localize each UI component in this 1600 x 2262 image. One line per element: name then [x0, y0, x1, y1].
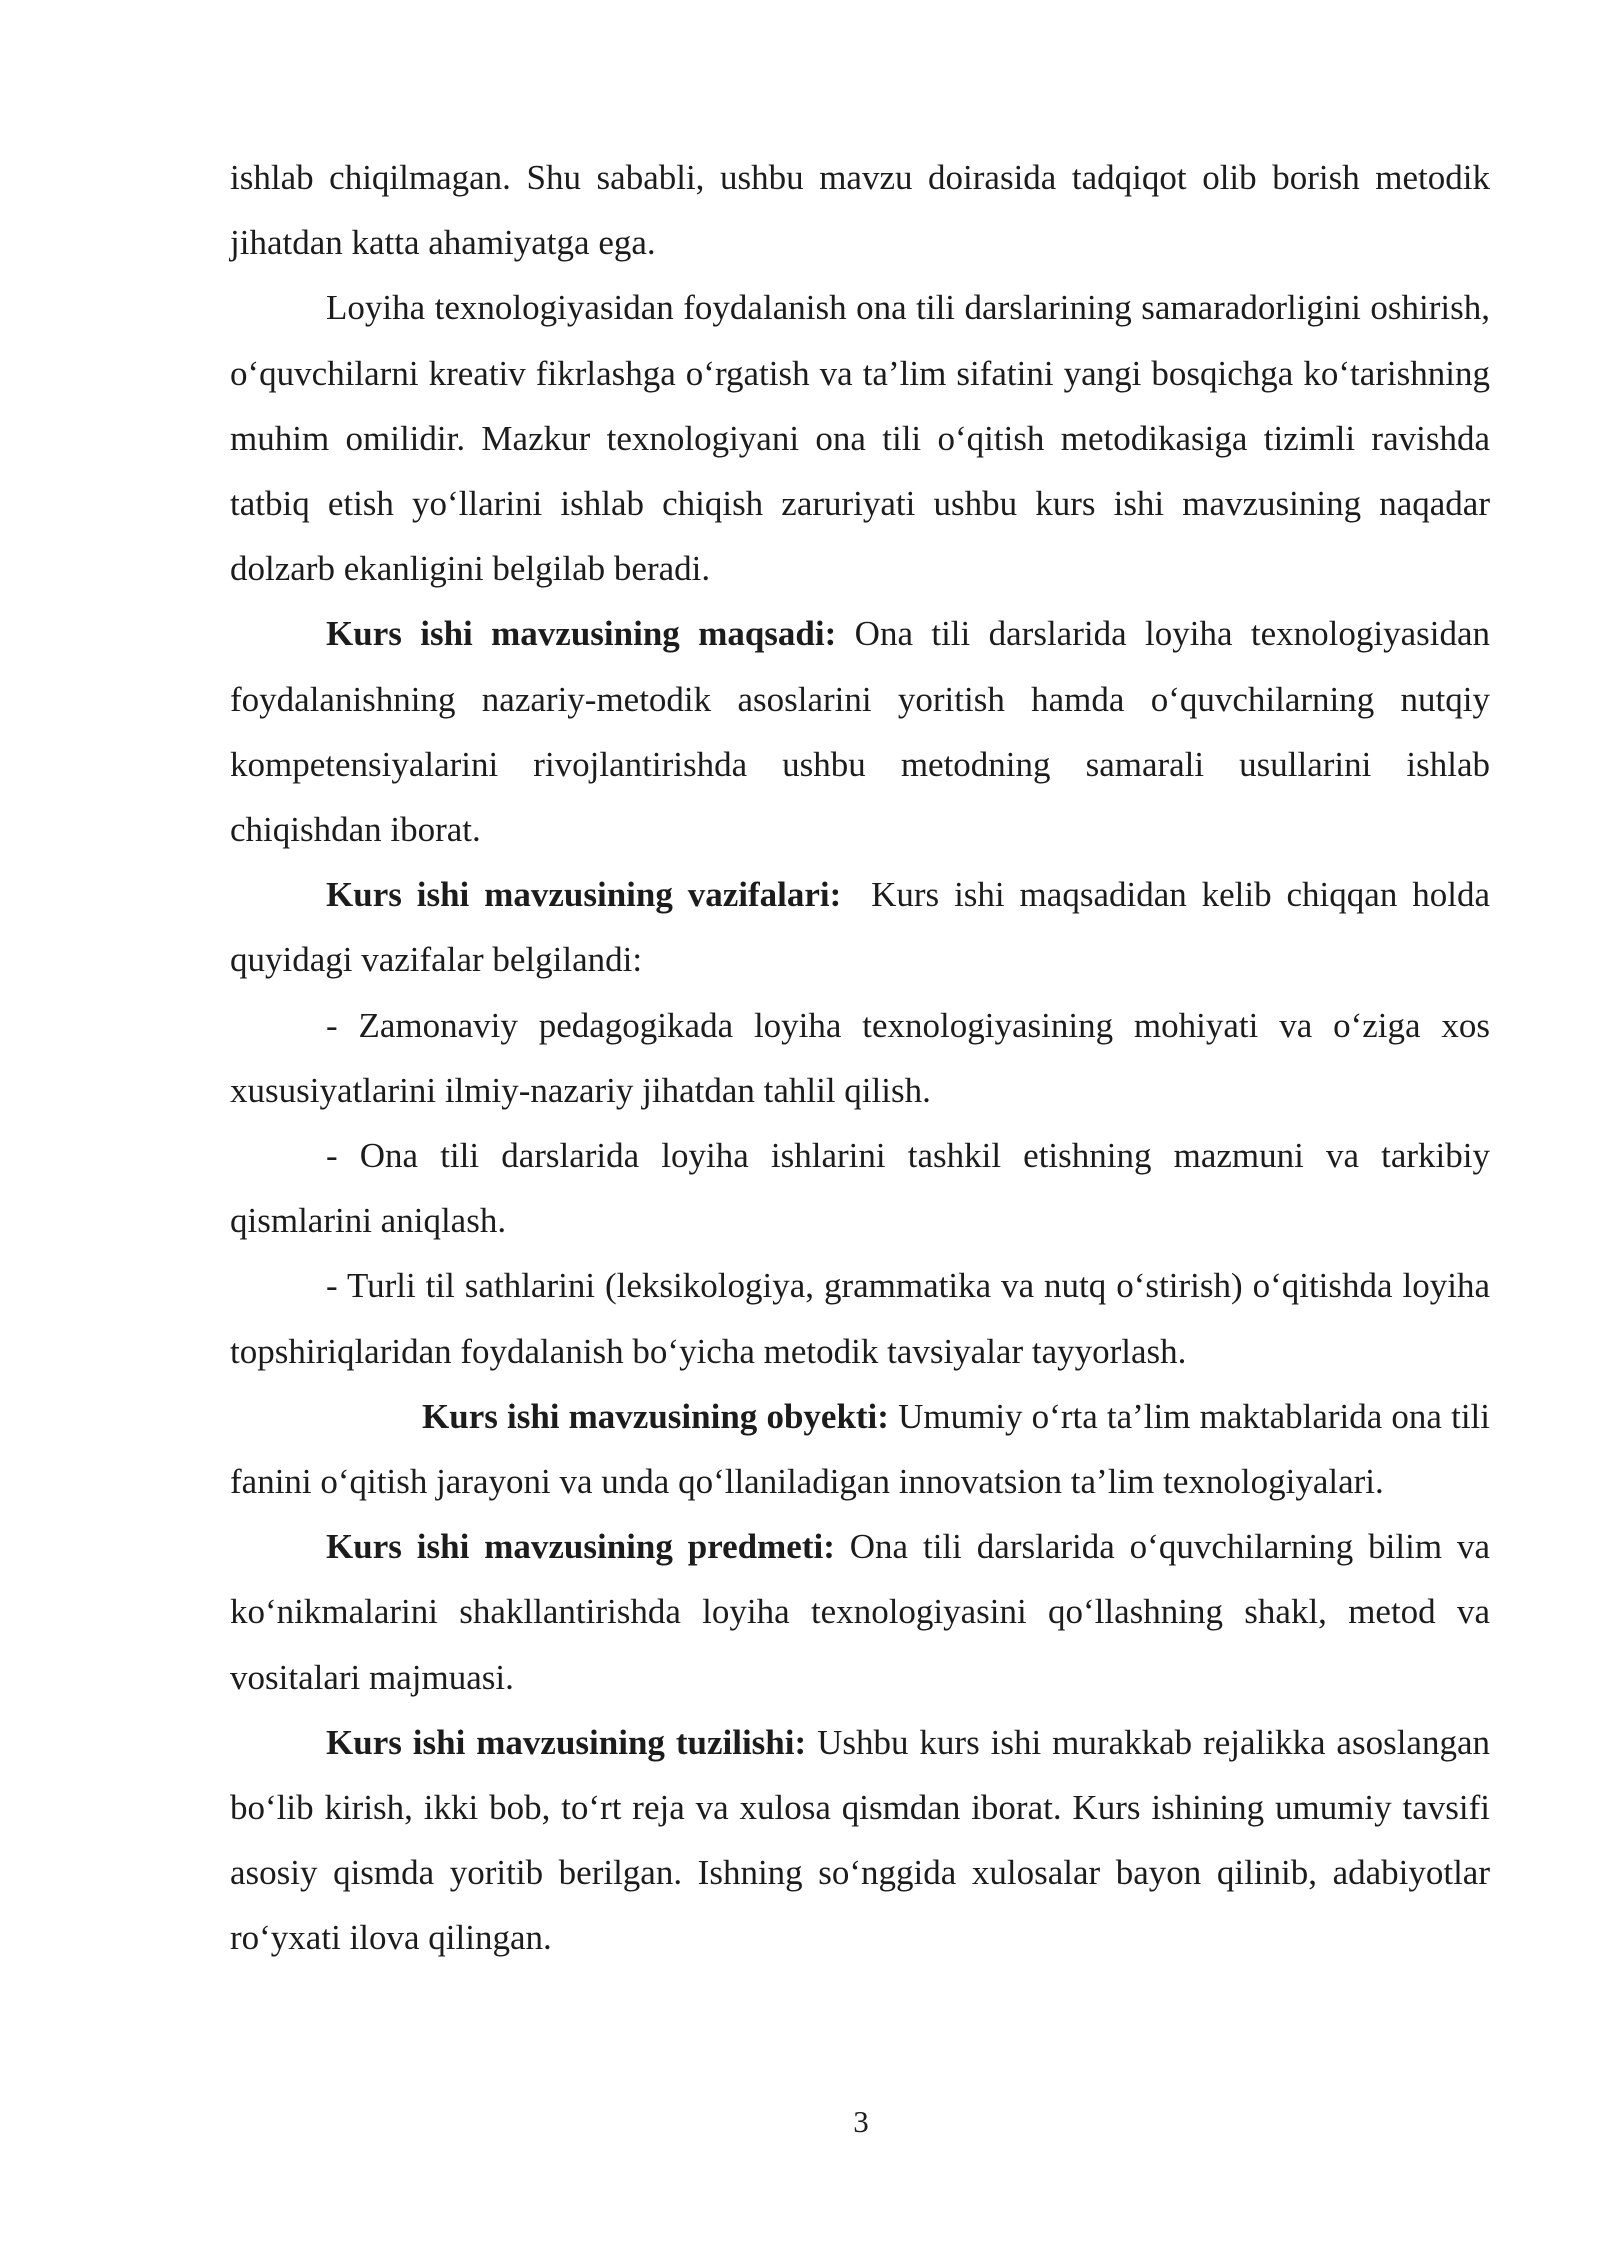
paragraph-text: - Turli til sathlarini (leksikologiya, grammatika va nutq o‘stirish) o‘qitishda loyiha topshiriqlaridan foydalanish bo‘yicha metodik tavsiyalar tayyorlash.	[230, 1266, 1490, 1371]
paragraph-text: Loyiha texnologiyasidan foydalanish ona tili darslarining samaradorligini oshirish, o‘quvchilarni kreativ fikrlashga o‘rgatish va ta’lim sifatini yangi bosqichga ko‘tarishning muhim omilidir. Mazkur texnologiyani ona tili o‘qitish metodikasiga tizimli ravishda tatbiq etish yo‘llarini ishlab chiqish zaruriyati ushbu kurs ishi mavzusining naqadar dolzarb ekanligini belgilab beradi.	[230, 288, 1490, 589]
paragraph-text: - Ona tili darslarida loyiha ishlarini tashkil etishning mazmuni va tarkibiy qismlarini aniqlash.	[230, 1136, 1490, 1241]
task-list-item	[230, 1123, 1490, 1253]
paragraph-heading: Kurs ishi mavzusining obyekti:	[422, 1396, 889, 1436]
task-list-item	[230, 993, 1490, 1123]
task-list-item	[230, 1253, 1490, 1383]
paragraph-tasks	[230, 862, 1499, 992]
paragraph-heading: Kurs ishi mavzusining tuzilishi:	[326, 1722, 807, 1762]
paragraph-object	[230, 1384, 1490, 1514]
paragraph-structure	[230, 1710, 1490, 1971]
paragraph-relevance	[230, 275, 1490, 601]
paragraph-text: - Zamonaviy pedagogikada loyiha texnologiyasining mohiyati va o‘ziga xos xususiyatlarini ilmiy-nazariy jihatdan tahlil qilish.	[230, 1005, 1490, 1110]
paragraph-text: Ona tili darslarida o‘quvchilarning bilim va ko‘nikmalarini shakllantirishda loyiha texnologiyasini qo‘llashning shakl, metod va vositalari majmuasi.	[230, 1527, 1490, 1697]
paragraph-subject	[230, 1514, 1490, 1710]
document-body	[230, 145, 1499, 1971]
paragraph-text: ishlab chiqilmagan. Shu sababli, ushbu mavzu doirasida tadqiqot olib borish metodik jihatdan katta ahamiyatga ega.	[230, 158, 1490, 263]
paragraph-heading: Kurs ishi mavzusining vazifalari:	[326, 875, 842, 915]
paragraph-heading: Kurs ishi mavzusining predmeti:	[326, 1527, 835, 1567]
paragraph-text: Ona tili darslarida loyiha texnologiyasidan foydalanishning nazariy-metodik asoslarini yoritish hamda o‘quvchilarning nutqiy kompetensiyalarini rivojlantirishda ushbu metodning samarali usullarini ishlab chiqishdan iborat.	[230, 614, 1490, 850]
paragraph-text: Umumiy o‘rta ta’lim maktablarida ona tili fanini o‘qitish jarayoni va unda qo‘llaniladigan innovatsion ta’lim texnologiyalari.	[230, 1396, 1490, 1502]
paragraph-continuation	[230, 145, 1490, 275]
paragraph-text: Ushbu kurs ishi murakkab rejalikka asoslangan bo‘lib kirish, ikki bob, to‘rt reja va xulosa qismdan iborat. Kurs ishining umumiy tavsifi asosiy qismda yoritib berilgan. Ishning so‘nggida xulosalar bayon qilinib, adabiyotlar ro‘yxati ilova qilingan.	[230, 1722, 1490, 1958]
paragraph-heading: Kurs ishi mavzusining maqsadi:	[326, 614, 837, 654]
paragraph-goal	[230, 601, 1490, 862]
paragraph-text: Kurs ishi maqsadidan kelib chiqqan holda quyidagi vazifalar belgilandi:	[230, 875, 1499, 980]
page-number: 3	[853, 2104, 869, 2139]
